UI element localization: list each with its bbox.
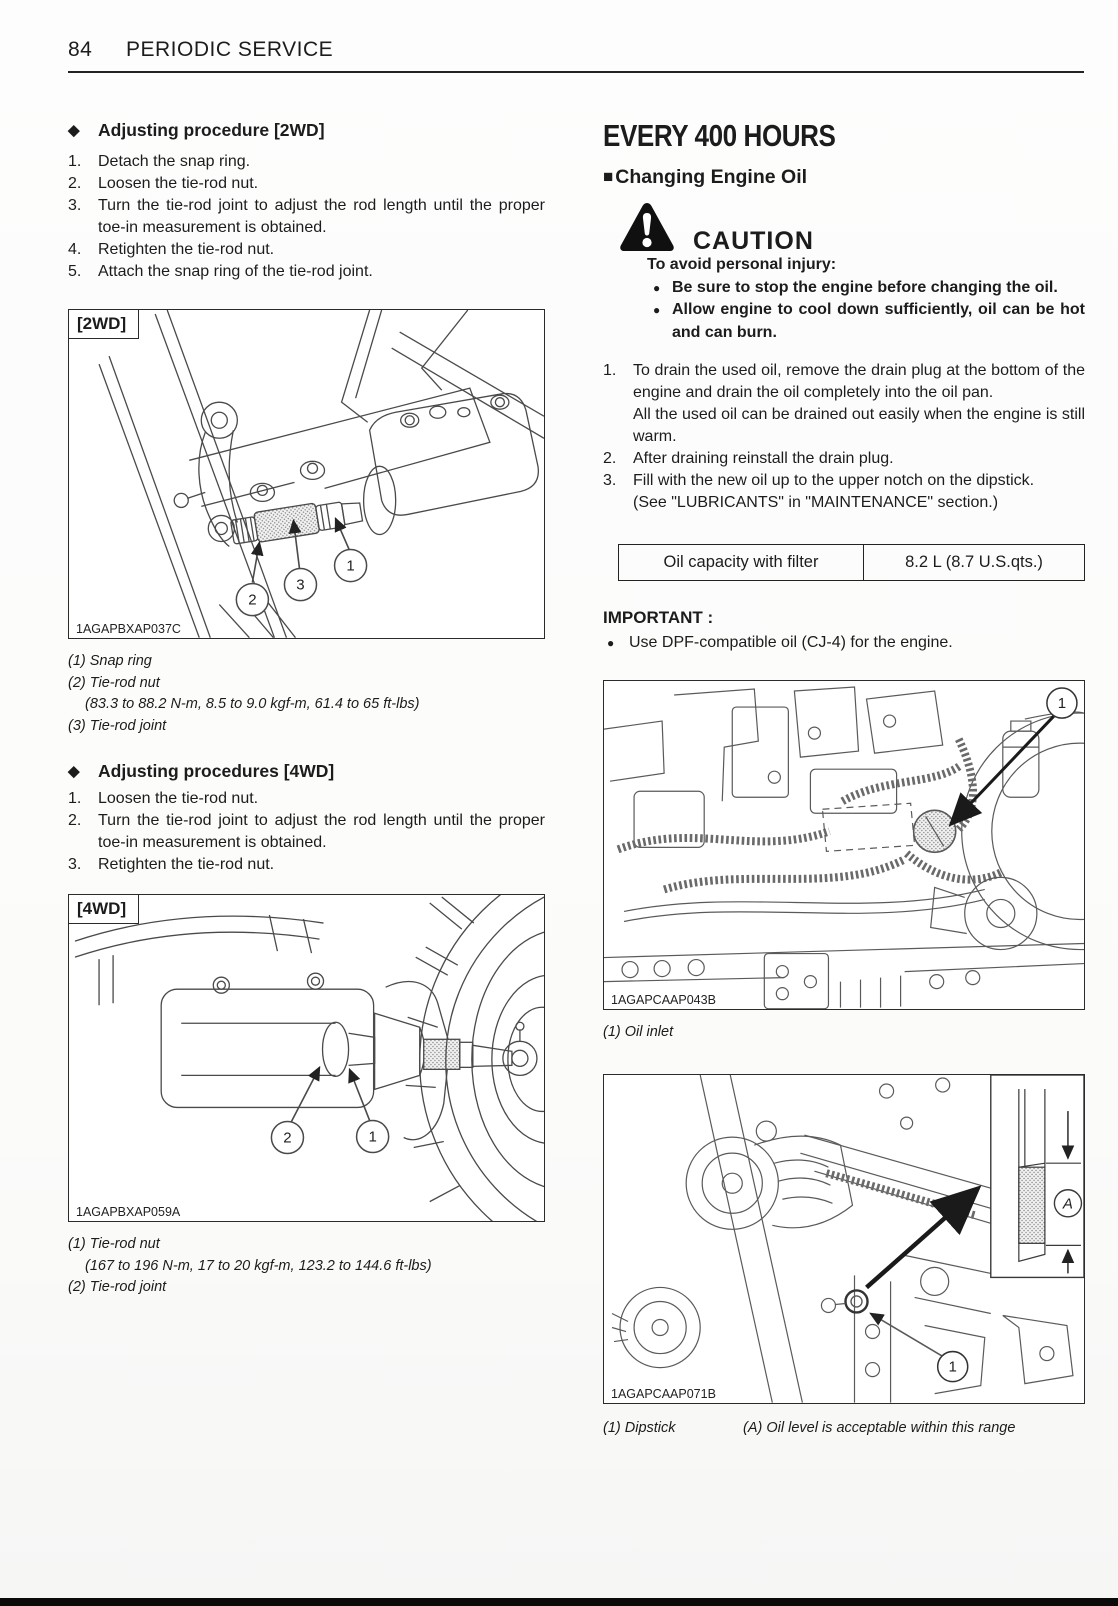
step-number: 2.	[603, 450, 617, 467]
step-text: Turn the tie-rod joint to adjust the rod length until the proper toe-in measurement is obtained.	[98, 812, 545, 851]
bullet-icon: ●	[653, 280, 661, 295]
callout-2: 2	[283, 1129, 292, 1147]
list-item	[68, 173, 545, 195]
heading-text: Adjusting procedure [2WD]	[98, 120, 325, 140]
step-text: Detach the snap ring.	[98, 153, 251, 170]
step-number: 1.	[603, 362, 617, 379]
page-header	[68, 38, 1084, 62]
step-text: Turn the tie-rod joint to adjust the rod length until the proper toe-in measurement is obtained.	[98, 197, 545, 236]
list-item	[603, 448, 1085, 470]
heading-text: Changing Engine Oil	[615, 165, 808, 188]
figure-2wd-tie-rod	[68, 309, 545, 639]
callout-2: 2	[248, 591, 257, 609]
step-text: Loosen the tie-rod nut.	[98, 175, 259, 192]
figure-tag-4wd: [4WD]	[69, 895, 139, 924]
header-rule	[68, 71, 1084, 73]
caution-lead: To avoid personal injury:	[647, 256, 837, 273]
step-text	[633, 360, 1085, 448]
caution-bullet	[647, 299, 1085, 344]
steps-4wd	[68, 788, 545, 876]
step-paragraph: All the used oil can be drained out easily when the engine is still warm.	[633, 406, 1085, 445]
callout-a: A	[1062, 1195, 1073, 1213]
table-cell-label: Oil capacity with filter	[619, 545, 864, 580]
figure-code: 1AGAPCAAP071B	[611, 1387, 716, 1401]
step-text: Retighten the tie-rod nut.	[98, 856, 275, 873]
figure-4wd-tie-rod	[68, 894, 545, 1222]
bullet-icon: ●	[607, 636, 615, 650]
list-item	[68, 195, 545, 239]
important-label: IMPORTANT :	[603, 608, 714, 627]
step-text	[633, 448, 1085, 470]
heading-adjusting-4wd	[68, 759, 545, 784]
heading-text: Adjusting procedures [4WD]	[98, 761, 335, 781]
step-paragraph: To drain the used oil, remove the drain plug at the bottom of the engine and drain the oil completely into the oil pan.	[633, 362, 1085, 401]
list-item	[68, 810, 545, 854]
bullet-icon: ●	[653, 303, 661, 317]
caption-oil-inlet: (1) Oil inlet	[603, 1024, 674, 1040]
list-item	[603, 360, 1085, 448]
caution-body	[647, 254, 1085, 344]
caption-line: (3) Tie-rod joint	[68, 717, 167, 734]
figure-2wd-captions	[68, 651, 545, 737]
list-item	[68, 788, 545, 810]
list-item	[68, 261, 545, 283]
important-bullet-text: Use DPF-compatible oil (CJ-4) for the engine.	[629, 634, 953, 651]
figure-code: 1AGAPCAAP043B	[611, 993, 716, 1007]
caution-bullet	[647, 277, 1085, 300]
steps-2wd	[68, 151, 545, 283]
diamond-bullet-icon: ◆	[68, 763, 80, 780]
figure-dipstick-drawing	[604, 1075, 1084, 1403]
caption-torque: (83.3 to 88.2 N-m, 8.5 to 9.0 kgf-m, 61.4 to 65 ft-lbs)	[85, 696, 420, 712]
important-block	[603, 607, 1085, 654]
caption-oil-level: (A) Oil level is acceptable within this range	[743, 1420, 1016, 1436]
step-number: 3.	[68, 197, 82, 214]
page-bottom-bar	[0, 1598, 1118, 1606]
step-text: Attach the snap ring of the tie-rod joint.	[98, 263, 373, 280]
caption-dipstick-row	[603, 1420, 1085, 1436]
step-text: Retighten the tie-rod nut.	[98, 241, 275, 258]
step-number: 3.	[603, 472, 617, 489]
right-column	[603, 118, 1085, 1436]
caution-bullet-text: Allow engine to cool down sufficiently, oil can be hot and can burn.	[672, 301, 1085, 341]
figure-dipstick	[603, 1074, 1085, 1404]
heading-changing-engine-oil	[603, 164, 1085, 190]
callout-1: 1	[948, 1358, 957, 1376]
figure-4wd-captions	[68, 1234, 545, 1299]
diamond-bullet-icon: ◆	[68, 122, 80, 139]
table-cell-value: 8.2 L (8.7 U.S.qts.)	[905, 553, 1043, 571]
important-bullet	[603, 632, 1085, 654]
callout-1: 1	[346, 557, 355, 575]
warning-triangle-icon	[619, 202, 675, 254]
caption-dipstick: (1) Dipstick	[603, 1420, 676, 1436]
caution-block	[603, 200, 1085, 344]
caption-torque: (167 to 196 N-m, 17 to 20 kgf-m, 123.2 to 144.6 ft-lbs)	[85, 1257, 432, 1274]
caption-line: (2) Tie-rod nut	[68, 674, 160, 691]
callout-3: 3	[296, 576, 305, 594]
list-item	[603, 470, 1085, 514]
caution-header	[603, 200, 1085, 254]
caution-bullet-text: Be sure to stop the engine before changing the oil.	[672, 278, 1058, 296]
figure-2wd-drawing	[69, 310, 544, 638]
step-number: 2.	[68, 175, 82, 192]
left-column	[68, 118, 545, 1299]
heading-adjusting-2wd	[68, 118, 545, 143]
list-item	[68, 239, 545, 261]
step-number: 3.	[68, 856, 82, 873]
figure-code: 1AGAPBXAP037C	[76, 622, 181, 636]
figure-code: 1AGAPBXAP059A	[76, 1205, 181, 1219]
step-text	[633, 470, 1085, 514]
list-item	[68, 151, 545, 173]
step-number: 2.	[68, 812, 82, 829]
caption-line: (2) Tie-rod joint	[68, 1279, 167, 1295]
list-item	[68, 854, 545, 876]
figure-oil-inlet	[603, 680, 1085, 1010]
step-paragraph: After draining reinstall the drain plug.	[633, 450, 894, 467]
step-number: 4.	[68, 241, 82, 258]
callout-1: 1	[1057, 695, 1067, 713]
caption-line: (1) Tie-rod nut	[68, 1236, 160, 1252]
oil-capacity-table	[618, 544, 1085, 581]
figure-4wd-drawing	[69, 895, 544, 1221]
page-number: 84	[68, 38, 93, 61]
heading-every-400-hours: EVERY 400 HOURS	[603, 118, 836, 153]
steps-oil-change	[603, 360, 1085, 514]
caption-line: (1) Snap ring	[68, 653, 152, 669]
square-bullet-icon: ■	[603, 167, 614, 186]
callout-1: 1	[368, 1128, 377, 1146]
step-number: 1.	[68, 153, 82, 170]
step-number: 5.	[68, 263, 82, 280]
step-paragraph: Fill with the new oil up to the upper notch on the dipstick.	[633, 472, 1035, 489]
step-text: Loosen the tie-rod nut.	[98, 790, 259, 807]
section-title: PERIODIC SERVICE	[126, 38, 334, 61]
figure-oil-inlet-drawing	[604, 681, 1084, 1009]
figure-tag-2wd: [2WD]	[69, 310, 139, 339]
step-paragraph: (See "LUBRICANTS" in "MAINTENANCE" section.)	[633, 494, 999, 511]
step-number: 1.	[68, 790, 82, 807]
caution-label: CAUTION	[693, 227, 814, 255]
